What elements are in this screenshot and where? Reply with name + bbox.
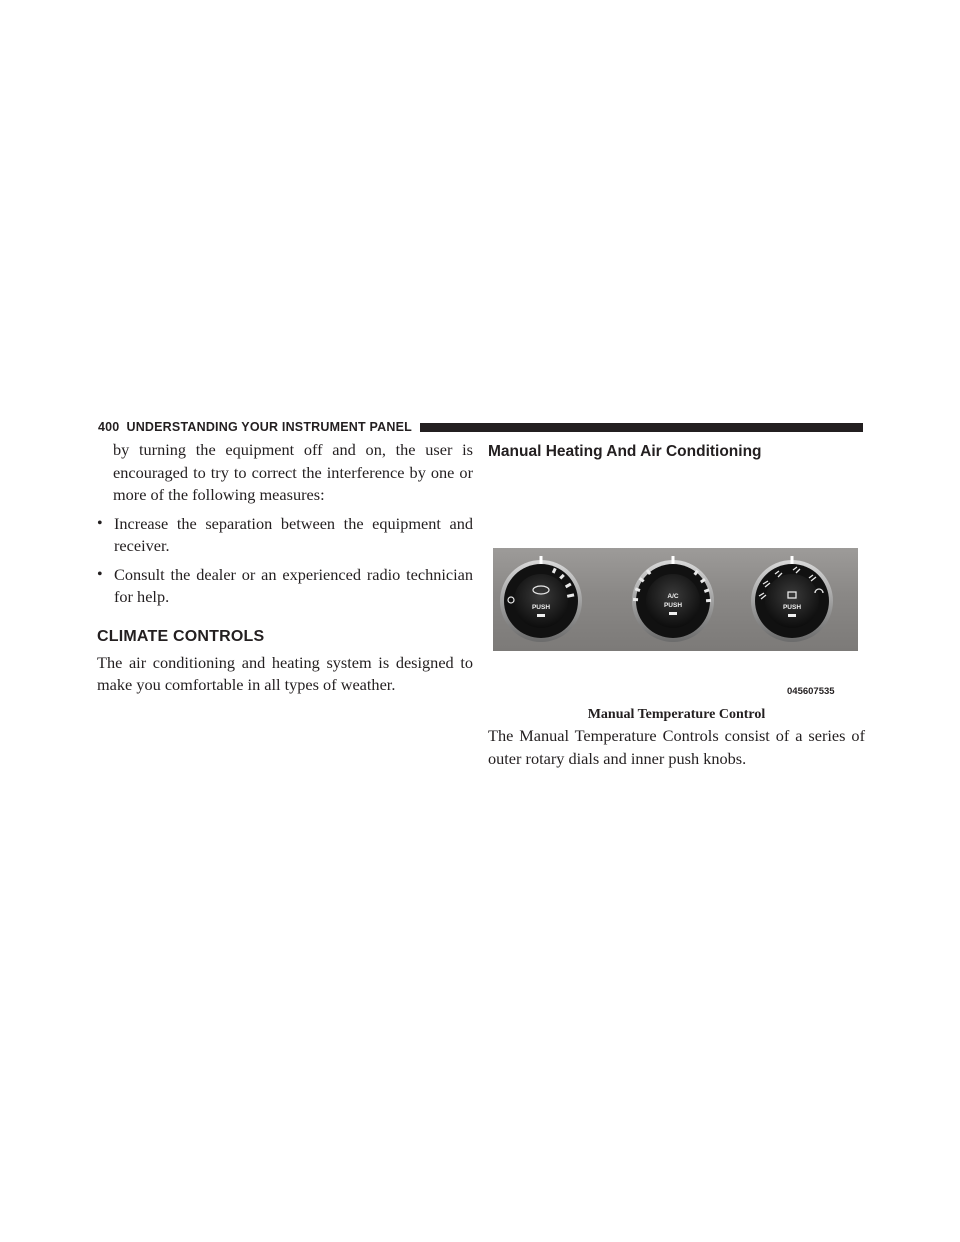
push-label: PUSH	[782, 604, 802, 611]
push-label: PUSH	[531, 604, 551, 611]
bullet-icon: •	[97, 514, 103, 532]
page-header	[98, 419, 863, 435]
bullet-icon: •	[97, 565, 103, 583]
bullet-line: for help.	[114, 587, 170, 606]
figure-caption: Manual Temperature Control	[587, 707, 766, 722]
header-rule	[420, 423, 863, 432]
left-column	[97, 439, 473, 697]
mode-knob	[751, 556, 833, 642]
paragraph-line: The Manual Temperature Controls consist of a series of	[488, 726, 865, 745]
subsection-heading: Manual Heating And Air Conditioning	[488, 443, 762, 460]
climate-control-photo	[493, 548, 858, 651]
paragraph-line: outer rotary dials and inner push knobs.	[488, 748, 747, 768]
bullet-line: receiver.	[114, 536, 170, 555]
climate-paragraph	[97, 652, 473, 697]
ac-knob	[632, 556, 714, 642]
manual-controls-paragraph	[488, 725, 865, 770]
intro-line: more of the following measures:	[113, 485, 325, 504]
bullet-line: Consult the dealer or an experienced radio technician	[114, 564, 473, 584]
intro-line: by turning the equipment off and on, the user is	[113, 440, 473, 459]
right-column	[488, 439, 865, 463]
climate-knobs-illustration	[493, 548, 858, 651]
section-heading: CLIMATE CONTROLS	[97, 627, 265, 645]
right-column-text	[488, 725, 865, 770]
blower-knob	[500, 556, 582, 642]
push-label: PUSH	[663, 602, 683, 609]
section-title: UNDERSTANDING YOUR INSTRUMENT PANEL	[126, 420, 412, 434]
list-item	[97, 564, 473, 609]
intro-paragraph	[97, 439, 473, 507]
intro-line: encouraged to try to correct the interference by one or	[113, 462, 473, 482]
paragraph-line: make you comfortable in all types of weather.	[97, 675, 396, 694]
ac-label: A/C	[667, 593, 679, 600]
list-item	[97, 513, 473, 558]
figure-code: 045607535	[787, 686, 835, 697]
page-number: 400	[98, 420, 120, 434]
paragraph-line: The air conditioning and heating system is designed to	[97, 652, 473, 672]
bullet-line: Increase the separation between the equipment and	[114, 513, 473, 533]
